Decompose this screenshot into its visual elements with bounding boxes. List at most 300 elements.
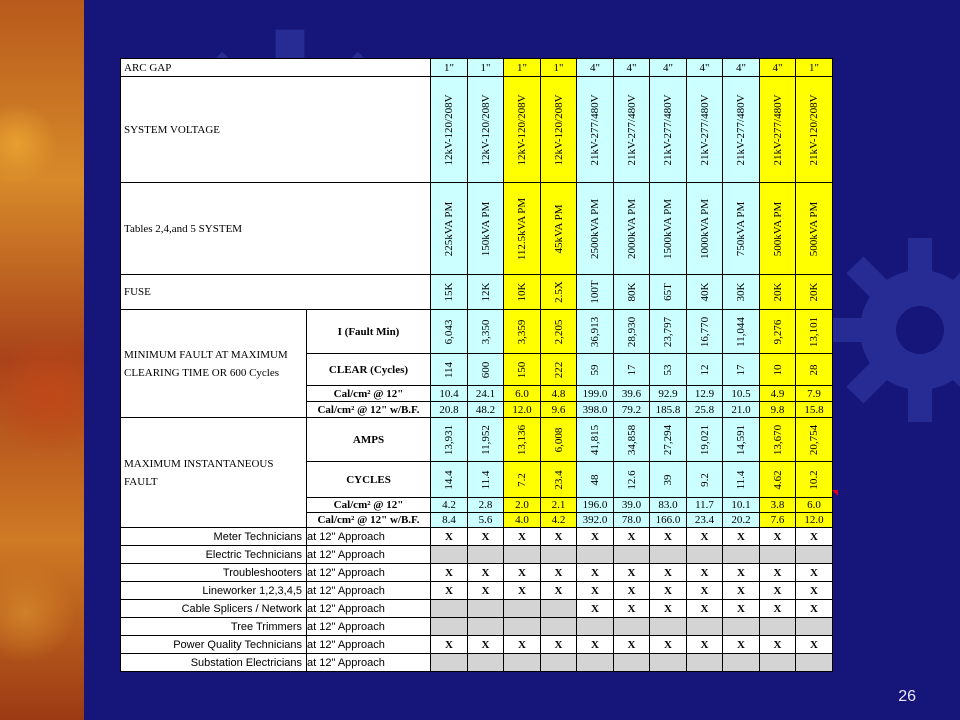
role-mark: X [760, 528, 796, 546]
role-empty-cell [468, 654, 504, 672]
amps-cell [577, 418, 614, 462]
min-cal-12-bf-cell: 21.0 [723, 402, 760, 418]
system-cell-text: 750kVA PM [735, 201, 747, 256]
amps-cell-text: 41,815 [589, 424, 601, 455]
arc-gap-cell: 4" [577, 59, 614, 77]
role-mark: X [577, 582, 614, 600]
role-mark: X [504, 528, 541, 546]
voltage-cell [431, 77, 468, 183]
role-mark: X [541, 636, 577, 654]
i-fault-min-cell [577, 310, 614, 354]
fuse-cell [504, 275, 541, 310]
max-cal-12-cell: 4.2 [431, 498, 468, 513]
fuse-cell [760, 275, 796, 310]
role-name: Lineworker 1,2,3,4,5 [121, 582, 307, 600]
role-empty-cell [687, 546, 723, 564]
amps-cell-text: 19,021 [698, 424, 711, 455]
table-row [121, 77, 833, 183]
table-row [121, 183, 833, 275]
approach-label: at 12" Approach [307, 636, 431, 654]
table-row [121, 418, 833, 462]
cycles-cell-text: 11.4 [735, 470, 747, 489]
fuse-cell-text: 10K [516, 282, 528, 302]
role-empty-cell [541, 546, 577, 564]
table-row [121, 582, 833, 600]
max-cal-12-bf-cell: 20.2 [723, 513, 760, 528]
fuse-cell [577, 275, 614, 310]
role-empty-cell [614, 618, 650, 636]
amps-cell-text: 13,670 [771, 424, 784, 455]
approach-label: at 12" Approach [307, 582, 431, 600]
clear-cycles-cell [650, 354, 687, 386]
max-cal-12-cell: 3.8 [760, 498, 796, 513]
role-mark: X [614, 600, 650, 618]
cycles-cell-text: 9.2 [698, 472, 711, 487]
i-fault-min-cell [504, 310, 541, 354]
role-mark: X [504, 564, 541, 582]
clear-cycles-cell-text: 17 [735, 364, 747, 375]
role-empty-cell [431, 600, 468, 618]
min-cal-12-bf-cell: 12.0 [504, 402, 541, 418]
clear-cycles-cell [541, 354, 577, 386]
clear-cycles-cell [760, 354, 796, 386]
fuse-cell [723, 275, 760, 310]
role-mark: X [614, 636, 650, 654]
cycles-cell-text: 10.2 [808, 469, 820, 490]
role-empty-cell [577, 618, 614, 636]
cycles-cell [577, 462, 614, 498]
role-mark: X [468, 564, 504, 582]
min-cal-12-label: Cal/cm² @ 12" [307, 386, 431, 402]
fuse-label: FUSE [121, 275, 431, 310]
voltage-cell [614, 77, 650, 183]
role-mark: X [687, 528, 723, 546]
arc-gap-cell: 1" [504, 59, 541, 77]
amps-cell-text: 11,952 [479, 424, 492, 455]
clear-cycles-cell-text: 10 [771, 364, 784, 375]
fuse-cell-text: 40K [698, 282, 711, 302]
system-cell-text: 500kVA PM [771, 201, 784, 256]
role-mark: X [687, 582, 723, 600]
max-cal-12-cell: 11.7 [687, 498, 723, 513]
system-cell [650, 183, 687, 275]
role-empty-cell [723, 654, 760, 672]
cycles-cell [687, 462, 723, 498]
role-empty-cell [468, 546, 504, 564]
min-cal-12-bf-cell: 398.0 [577, 402, 614, 418]
clear-cycles-cell [796, 354, 833, 386]
role-empty-cell [796, 618, 833, 636]
voltage-cell [541, 77, 577, 183]
cycles-cell-text: 39 [662, 474, 674, 485]
role-mark: X [723, 528, 760, 546]
clear-cycles-cell-text: 600 [479, 361, 492, 378]
role-empty-cell [723, 618, 760, 636]
role-empty-cell [577, 546, 614, 564]
amps-cell-text: 14,591 [735, 424, 747, 455]
clear-cycles-cell-text: 28 [808, 364, 820, 375]
max-cal-12-bf-cell: 23.4 [687, 513, 723, 528]
cycles-cell [504, 462, 541, 498]
amps-cell [687, 418, 723, 462]
voltage-cell [723, 77, 760, 183]
voltage-cell-text: 21kV-277/480V [771, 93, 784, 166]
fuse-cell-text: 100T [589, 280, 601, 304]
amps-cell [468, 418, 504, 462]
max-cal-12-bf-cell: 12.0 [796, 513, 833, 528]
amps-cell [650, 418, 687, 462]
role-empty-cell [650, 546, 687, 564]
role-empty-cell [431, 654, 468, 672]
fuse-cell [468, 275, 504, 310]
system-cell-text: 150kVA PM [479, 201, 492, 256]
role-empty-cell [687, 618, 723, 636]
role-mark: X [577, 564, 614, 582]
cycles-cell [541, 462, 577, 498]
role-mark: X [468, 582, 504, 600]
amps-cell [796, 418, 833, 462]
min-cal-12-bf-cell: 15.8 [796, 402, 833, 418]
cycles-cell [650, 462, 687, 498]
amps-cell [504, 418, 541, 462]
max-cal-12-cell: 196.0 [577, 498, 614, 513]
max-cal-12-cell: 2.8 [468, 498, 504, 513]
approach-label: at 12" Approach [307, 564, 431, 582]
cycles-cell-text: 7.2 [516, 472, 528, 487]
min-cal-12-cell: 92.9 [650, 386, 687, 402]
role-empty-cell [687, 654, 723, 672]
role-empty-cell [650, 618, 687, 636]
voltage-cell-text: 21kV-277/480V [735, 93, 747, 166]
amps-label: AMPS [307, 418, 431, 462]
min-cal-12-bf-label: Cal/cm² @ 12" w/B.F. [307, 402, 431, 418]
role-mark: X [723, 600, 760, 618]
arc-flash-table [120, 58, 833, 672]
role-mark: X [468, 528, 504, 546]
i-fault-min-cell [687, 310, 723, 354]
i-fault-min-cell-text: 3,350 [479, 319, 492, 344]
fuse-cell-text: 65T [662, 283, 674, 301]
amps-cell [723, 418, 760, 462]
table-row [121, 310, 833, 354]
min-cal-12-cell: 39.6 [614, 386, 650, 402]
voltage-cell [687, 77, 723, 183]
max-fault-label: MAXIMUM INSTANTANEOUS FAULT [121, 418, 307, 528]
role-name: Power Quality Technicians [121, 636, 307, 654]
clear-cycles-cell-text: 59 [589, 364, 601, 375]
fuse-cell-text: 20K [808, 282, 820, 302]
clear-cycles-cell [577, 354, 614, 386]
fuse-cell [650, 275, 687, 310]
clear-cycles-cell-text: 53 [662, 364, 674, 375]
role-empty-cell [760, 654, 796, 672]
system-cell [577, 183, 614, 275]
system-cell-text: 225kVA PM [443, 201, 455, 256]
cycles-cell-text: 11.4 [479, 470, 492, 489]
i-fault-min-cell-text: 11,044 [735, 316, 747, 347]
cycles-cell [723, 462, 760, 498]
approach-label: at 12" Approach [307, 654, 431, 672]
role-empty-cell [796, 654, 833, 672]
role-mark: X [760, 600, 796, 618]
approach-label: at 12" Approach [307, 600, 431, 618]
i-fault-min-cell-text: 9,276 [771, 319, 784, 344]
role-empty-cell [650, 654, 687, 672]
cycles-cell-text: 23.4 [552, 469, 565, 490]
role-mark: X [760, 582, 796, 600]
system-cell [431, 183, 468, 275]
max-cal-12-bf-label: Cal/cm² @ 12" w/B.F. [307, 513, 431, 528]
approach-label: at 12" Approach [307, 618, 431, 636]
role-empty-cell [541, 600, 577, 618]
role-mark: X [614, 582, 650, 600]
max-cal-12-bf-cell: 166.0 [650, 513, 687, 528]
voltage-cell-text: 12kV-120/208V [552, 93, 565, 166]
voltage-cell [760, 77, 796, 183]
i-fault-min-cell-text: 28,930 [625, 316, 638, 347]
role-mark: X [504, 636, 541, 654]
max-cal-12-cell: 2.0 [504, 498, 541, 513]
role-name: Electric Technicians [121, 546, 307, 564]
role-mark: X [760, 636, 796, 654]
i-fault-min-cell [468, 310, 504, 354]
role-mark: X [614, 528, 650, 546]
voltage-cell-text: 21kV-277/480V [698, 93, 711, 166]
min-cal-12-bf-cell: 9.8 [760, 402, 796, 418]
role-empty-cell [541, 618, 577, 636]
min-cal-12-bf-cell: 185.8 [650, 402, 687, 418]
clear-cycles-cell [431, 354, 468, 386]
role-empty-cell [760, 546, 796, 564]
min-fault-label: MINIMUM FAULT AT MAXIMUM CLEARING TIME OR 600 Cycles [121, 310, 307, 418]
amps-cell [541, 418, 577, 462]
i-fault-min-cell [541, 310, 577, 354]
i-fault-min-cell [650, 310, 687, 354]
role-mark: X [504, 582, 541, 600]
role-mark: X [760, 564, 796, 582]
role-empty-cell [504, 600, 541, 618]
fuse-cell [431, 275, 468, 310]
arc-gap-cell: 1" [541, 59, 577, 77]
clear-cycles-cell [723, 354, 760, 386]
voltage-cell [468, 77, 504, 183]
table-row [121, 564, 833, 582]
amps-cell-text: 27,294 [662, 424, 674, 455]
amps-cell-text: 6,008 [552, 427, 565, 452]
min-cal-12-cell: 12.9 [687, 386, 723, 402]
arc-gap-cell: 4" [614, 59, 650, 77]
role-empty-cell [796, 546, 833, 564]
amps-cell-text: 20,754 [808, 424, 820, 455]
cycles-cell [468, 462, 504, 498]
i-fault-min-cell-text: 16,770 [698, 316, 711, 347]
cycles-label: CYCLES [307, 462, 431, 498]
system-cell-text: 45kVA PM [552, 203, 565, 254]
amps-cell-text: 34,858 [625, 424, 638, 455]
voltage-cell-text: 21kV-277/480V [625, 93, 638, 166]
role-empty-cell [504, 546, 541, 564]
role-empty-cell [577, 654, 614, 672]
role-empty-cell [504, 618, 541, 636]
role-name: Cable Splicers / Network [121, 600, 307, 618]
i-fault-min-label: I (Fault Min) [307, 310, 431, 354]
role-mark: X [577, 636, 614, 654]
role-empty-cell [431, 546, 468, 564]
clear-cycles-label: CLEAR (Cycles) [307, 354, 431, 386]
voltage-cell-text: 21kV-120/208V [808, 93, 820, 166]
min-cal-12-bf-cell: 9.6 [541, 402, 577, 418]
voltage-cell [577, 77, 614, 183]
arc-gap-cell: 4" [723, 59, 760, 77]
cycles-cell-text: 48 [589, 474, 601, 485]
table-row [121, 528, 833, 546]
table-row [121, 275, 833, 310]
min-cal-12-bf-cell: 79.2 [614, 402, 650, 418]
amps-cell [760, 418, 796, 462]
fuse-cell-text: 2.5X [552, 281, 565, 303]
amps-cell [614, 418, 650, 462]
role-empty-cell [614, 654, 650, 672]
min-cal-12-cell: 6.0 [504, 386, 541, 402]
min-cal-12-bf-cell: 20.8 [431, 402, 468, 418]
i-fault-min-cell-text: 36,913 [589, 316, 601, 347]
role-mark: X [431, 582, 468, 600]
system-cell [504, 183, 541, 275]
clear-cycles-cell-text: 150 [516, 361, 528, 378]
system-cell-text: 112.5kVA PM [516, 197, 528, 260]
arc-gap-cell: 4" [687, 59, 723, 77]
role-mark: X [577, 600, 614, 618]
i-fault-min-cell [431, 310, 468, 354]
role-name: Meter Technicians [121, 528, 307, 546]
cycles-cell-text: 12.6 [625, 469, 638, 490]
i-fault-min-cell-text: 13,101 [808, 316, 820, 347]
system-cell [541, 183, 577, 275]
max-cal-12-cell: 2.1 [541, 498, 577, 513]
voltage-cell [796, 77, 833, 183]
table-row [121, 618, 833, 636]
fuse-cell-text: 80K [625, 282, 638, 302]
arc-gap-cell: 1" [796, 59, 833, 77]
max-cal-12-bf-cell: 4.2 [541, 513, 577, 528]
table-row [121, 600, 833, 618]
role-mark: X [650, 528, 687, 546]
clear-cycles-cell [687, 354, 723, 386]
role-mark: X [577, 528, 614, 546]
max-cal-12-bf-cell: 8.4 [431, 513, 468, 528]
max-cal-12-cell: 6.0 [796, 498, 833, 513]
role-mark: X [431, 564, 468, 582]
voltage-cell [650, 77, 687, 183]
role-mark: X [468, 636, 504, 654]
system-cell [614, 183, 650, 275]
role-name: Substation Electricians [121, 654, 307, 672]
amps-cell-text: 13,931 [443, 424, 455, 455]
system-voltage-label: SYSTEM VOLTAGE [121, 77, 431, 183]
max-cal-12-bf-cell: 392.0 [577, 513, 614, 528]
min-cal-12-cell: 10.5 [723, 386, 760, 402]
i-fault-min-cell-text: 2,205 [552, 319, 565, 344]
table-row [121, 636, 833, 654]
clear-cycles-cell-text: 222 [552, 361, 565, 378]
min-cal-12-cell: 4.9 [760, 386, 796, 402]
background-gear-icon [820, 230, 960, 430]
arc-gap-cell: 1" [468, 59, 504, 77]
fuse-cell-text: 20K [771, 282, 784, 302]
role-mark: X [796, 636, 833, 654]
system-cell [468, 183, 504, 275]
decorative-left-strip [0, 0, 84, 720]
system-cell-text: 2000kVA PM [625, 198, 638, 259]
clear-cycles-cell-text: 114 [443, 361, 455, 378]
i-fault-min-cell-text: 3,359 [516, 319, 528, 344]
role-empty-cell [431, 618, 468, 636]
voltage-cell [504, 77, 541, 183]
system-cell [687, 183, 723, 275]
role-name: Tree Trimmers [121, 618, 307, 636]
table-row [121, 654, 833, 672]
role-mark: X [796, 528, 833, 546]
i-fault-min-cell [760, 310, 796, 354]
cycles-cell-text: 4.62 [771, 469, 784, 490]
max-cal-12-bf-cell: 78.0 [614, 513, 650, 528]
max-cal-12-bf-cell: 4.0 [504, 513, 541, 528]
voltage-cell-text: 21kV-277/480V [589, 93, 601, 166]
voltage-cell-text: 12kV-120/208V [443, 93, 455, 166]
role-mark: X [541, 564, 577, 582]
fuse-cell-text: 15K [443, 282, 455, 302]
system-cell [796, 183, 833, 275]
system-cell-text: 2500kVA PM [589, 198, 601, 259]
role-mark: X [541, 582, 577, 600]
arc-gap-cell: 4" [650, 59, 687, 77]
role-mark: X [650, 636, 687, 654]
voltage-cell-text: 21kV-277/480V [662, 93, 674, 166]
system-cell-text: 1500kVA PM [662, 198, 674, 259]
fuse-cell [796, 275, 833, 310]
role-mark: X [687, 600, 723, 618]
role-mark: X [650, 564, 687, 582]
fuse-cell [687, 275, 723, 310]
role-mark: X [431, 528, 468, 546]
i-fault-min-cell [796, 310, 833, 354]
role-mark: X [723, 582, 760, 600]
min-cal-12-bf-cell: 48.2 [468, 402, 504, 418]
arc-gap-cell: 4" [760, 59, 796, 77]
table-row [121, 59, 833, 77]
max-cal-12-bf-cell: 5.6 [468, 513, 504, 528]
min-cal-12-bf-cell: 25.8 [687, 402, 723, 418]
min-cal-12-cell: 199.0 [577, 386, 614, 402]
clear-cycles-cell-text: 12 [698, 364, 711, 375]
min-cal-12-cell: 10.4 [431, 386, 468, 402]
role-mark: X [431, 636, 468, 654]
fuse-cell [614, 275, 650, 310]
amps-cell [431, 418, 468, 462]
role-empty-cell [504, 654, 541, 672]
i-fault-min-cell [723, 310, 760, 354]
role-empty-cell [614, 546, 650, 564]
role-mark: X [614, 564, 650, 582]
role-empty-cell [541, 654, 577, 672]
table-row [121, 546, 833, 564]
page-number: 26 [898, 688, 916, 705]
cycles-cell-text: 14.4 [443, 469, 455, 490]
i-fault-min-cell-text: 23,797 [662, 316, 674, 347]
max-cal-12-cell: 10.1 [723, 498, 760, 513]
max-cal-12-bf-cell: 7.6 [760, 513, 796, 528]
fuse-cell [541, 275, 577, 310]
